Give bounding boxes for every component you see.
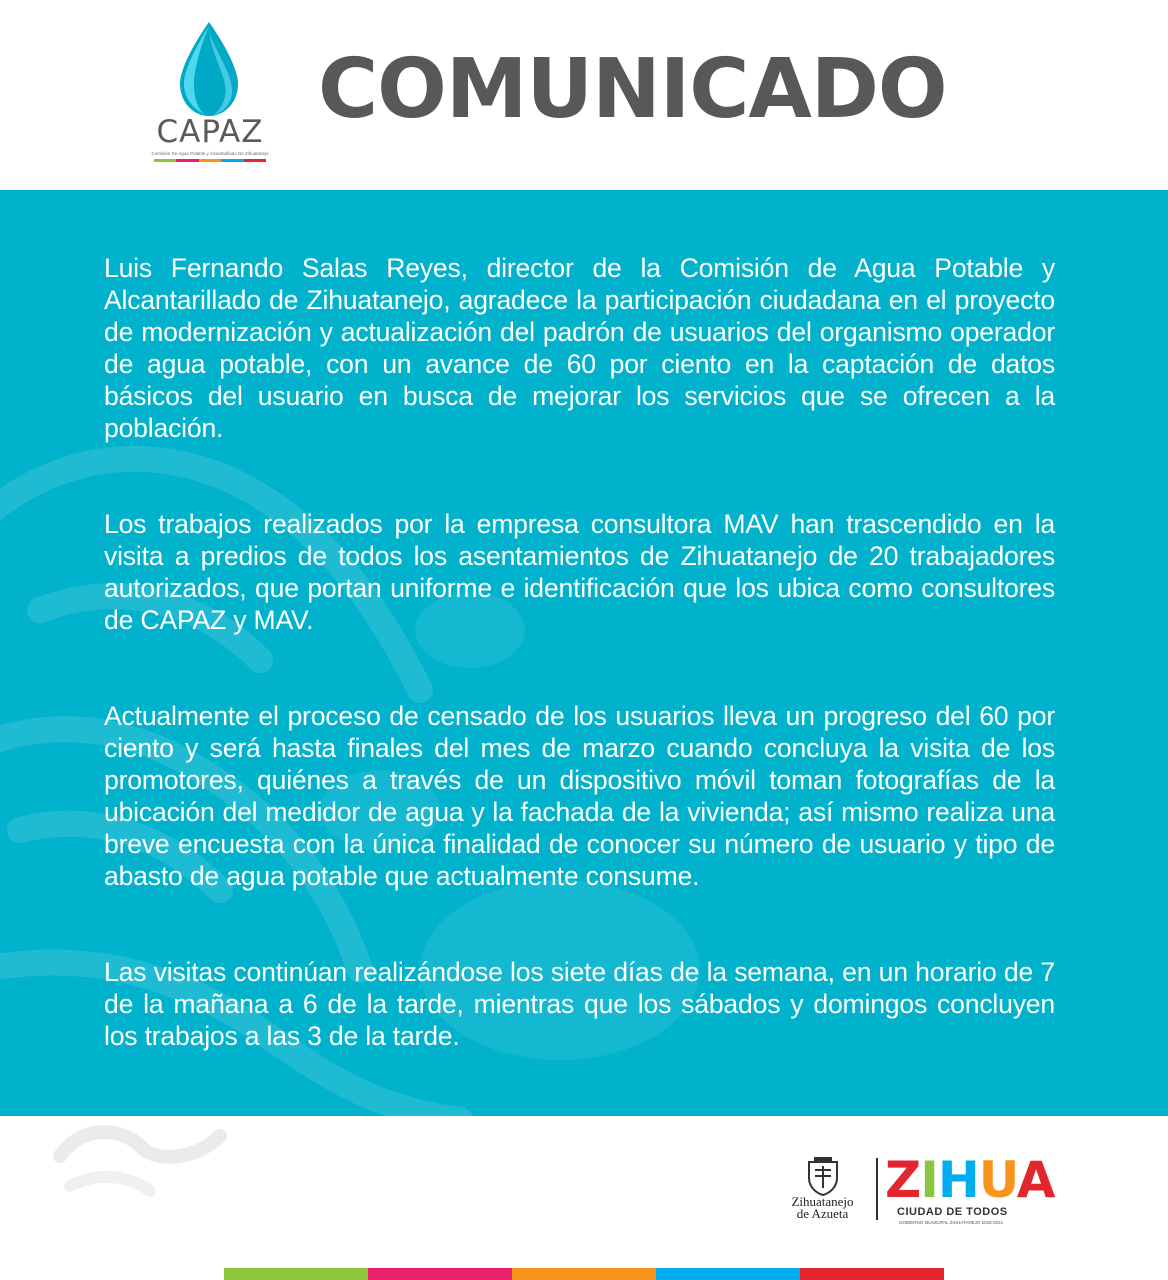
logo-subtitle: Comisión De Agua Potable y Alcantarillado De Zihuatanejo [151, 151, 269, 156]
footer-watermark-glyph [40, 1116, 300, 1206]
logo-name: CAPAZ [156, 114, 264, 150]
footer-divider [876, 1158, 878, 1220]
content-panel [0, 190, 1168, 1116]
zihua-letter-i: I [920, 1151, 938, 1209]
paragraph-3: Actualmente el proceso de censado de los usuarios lleva un progreso del 60 por ciento y será hasta finales del mes de marzo cuando concluya la visita de los promotores, quiénes a través de un dispositivo móvil toman fotografías de la ubicación del medidor de agua y la fachada de la vivienda; así mismo realiza una breve encuesta con la única finalidad de conocer su número de usuario y tipo de abasto de agua potable que actualmente consume. [104, 701, 1055, 891]
brand-subtagline: GOBIERNO MUNICIPAL ZIHUATANEJO 2018-2021 [899, 1220, 1004, 1225]
logo-color-stripe [154, 159, 266, 162]
stripe-green [224, 1268, 368, 1280]
footer [0, 1116, 1168, 1280]
zihua-letter-a: A [1016, 1151, 1055, 1209]
municipality-name-line2: de Azueta [796, 1206, 849, 1221]
coat-of-arms-icon [805, 1156, 841, 1196]
stripe-orange [512, 1268, 656, 1280]
brand-tagline: CIUDAD DE TODOS [897, 1206, 1008, 1218]
zihua-letter-u: U [978, 1151, 1017, 1209]
paragraph-2: Los trabajos realizados por la empresa consultora MAV han trascendido en la visita a predios de todos los asentamientos de Zihuatanejo de 20 trabajadores autorizados, que portan uniforme e identificación que los ubica como consultores de CAPAZ y MAV. [104, 509, 1055, 635]
page-title: COMUNICADO [318, 42, 947, 137]
zihua-letter-h: H [937, 1151, 979, 1209]
footer-logos [775, 1151, 1055, 1226]
municipality-name: Zihuatanejo [791, 1194, 854, 1209]
municipality-logo [775, 1156, 870, 1226]
body-text [104, 252, 1055, 1052]
bottom-color-stripe [224, 1268, 944, 1280]
paragraph-4: Las visitas continúan realizándose los siete días de la semana, en un horario de 7 de la mañana a 6 de la tarde, mientras que los sábados y domingos concluyen los trabajos a las 3 de la tarde. [104, 957, 1055, 1051]
stripe-pink [368, 1268, 512, 1280]
zihua-letter-z: Z [885, 1151, 921, 1209]
header [0, 0, 1168, 190]
capaz-logo [140, 22, 280, 172]
paragraph-1: Luis Fernando Salas Reyes, director de la Comisión de Agua Potable y Alcantarillado de Zihuatanejo, agradece la participación ciudadana en el proyecto de modernización y actualización del padrón de usuarios del organismo operador de agua potable, con un avance de 60 por ciento en la captación de datos básicos del usuario en busca de mejorar los servicios que se ofrecen a la población. [104, 253, 1055, 443]
stripe-red [800, 1268, 944, 1280]
zihua-wordmark [885, 1151, 1055, 1209]
water-drop-icon [176, 22, 242, 118]
stripe-cyan [656, 1268, 800, 1280]
